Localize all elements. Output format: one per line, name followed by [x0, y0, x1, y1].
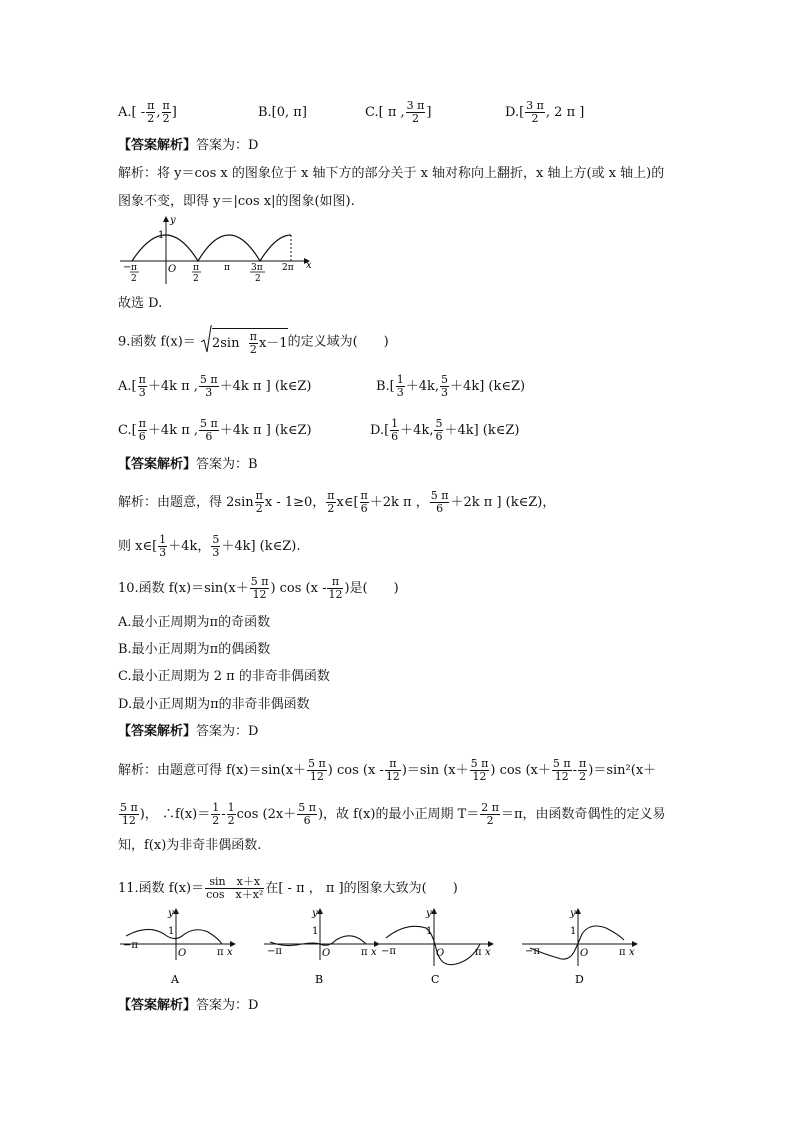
svg-text:3π: 3π: [251, 263, 263, 273]
q8-option-b: B.[0, π]: [258, 105, 307, 120]
svg-text:π: π: [361, 947, 368, 958]
svg-text:−π: −π: [381, 946, 396, 957]
q11-stem: 11.函数 f(x)＝ $\frac{\text{sin x＋x}}{\text{cos x＋x²}}$ 在[ - π ， π ]的图象大致为( ): [118, 875, 458, 901]
svg-text:O: O: [322, 948, 331, 959]
svg-text:2: 2: [193, 274, 199, 284]
q8-conclusion: 故选 D.: [118, 296, 163, 311]
svg-text:x: x: [227, 947, 233, 958]
q10-option-d: D.最小正周期为π的非奇非偶函数: [118, 697, 310, 712]
svg-text:2: 2: [131, 274, 137, 284]
q9-answer: 【答案解析】答案为：B: [118, 457, 258, 472]
svg-text:O: O: [436, 948, 445, 959]
svg-text:y: y: [312, 908, 318, 919]
abs-cos-graph: [118, 214, 318, 286]
svg-text:π: π: [217, 947, 224, 958]
caption-d: D: [575, 973, 584, 986]
q8-option-c: C.[ π , $\frac{3 \pi}{2}$ ]: [365, 99, 432, 125]
q11-graph-a: [118, 908, 240, 986]
q9-stem: 9.函数 f(x)＝ 2sin $\frac{\pi}{2}$ x－1的定义域为( ): [118, 328, 389, 356]
svg-text:O: O: [580, 948, 589, 959]
svg-text:y: y: [570, 908, 576, 919]
svg-text:1: 1: [570, 926, 577, 937]
svg-text:π: π: [619, 947, 626, 958]
caption-c: C: [431, 973, 440, 986]
svg-text:π: π: [131, 263, 137, 273]
svg-text:1: 1: [426, 926, 433, 937]
svg-text:y: y: [426, 908, 432, 919]
q9-option-b: B.[ $\frac{1}{3}$ ＋4k, $\frac{5}{3}$ ＋4k] (k∈Z): [376, 373, 526, 399]
q11-graph-b: [262, 908, 384, 986]
svg-text:−π: −π: [267, 946, 282, 957]
svg-text:−: −: [123, 262, 132, 273]
svg-text:−π: −π: [525, 946, 540, 957]
q11-answer: 【答案解析】答案为：D: [118, 998, 259, 1013]
q10-option-c: C.最小正周期为 2 π 的非奇非偶函数: [118, 669, 330, 684]
y-axis-label: y: [170, 215, 176, 226]
q10-analysis-line3: 知，f(x)为非奇非偶函数.: [118, 838, 262, 853]
fraction: $\frac{\pi}{2}$: [147, 99, 155, 125]
svg-text:O: O: [178, 948, 187, 959]
origin-label: O: [168, 264, 177, 275]
q11-graph-c: [376, 908, 498, 986]
q8-analysis-line1: 解析：将 y＝cos x 的图象位于 x 轴下方的部分关于 x 轴对称向上翻折，x 轴上方(或 x 轴上)的: [118, 166, 665, 181]
tick-one: 1: [158, 230, 165, 241]
q9-option-c: C.[ $\frac{\pi}{6}$ ＋4k π , $\frac{5 \pi}{6}$ ＋4k π ] (k∈Z): [118, 417, 312, 443]
svg-text:x: x: [485, 947, 491, 958]
q10-answer: 【答案解析】答案为：D: [118, 724, 259, 739]
svg-text:2π: 2π: [282, 263, 294, 273]
fraction: $\frac{\pi}{2}$: [162, 99, 170, 125]
q10-option-a: A.最小正周期为π的奇函数: [118, 615, 271, 630]
q8-option-a: A.[ -: [118, 105, 146, 120]
x-axis-label: x: [306, 260, 312, 271]
caption-b: B: [315, 973, 324, 986]
svg-text:1: 1: [168, 926, 175, 937]
q10-analysis-line1: 解析：由题意可得 f(x)＝sin(x＋ $\frac{5 \pi}{12}$ ) cos (x - $\frac{\pi}{12}$ )＝sin (x＋ $\frac{5 \pi}{12}$ ) cos (x＋ $\frac{5 \pi}{12}$ - $\frac{\pi}{2}$ )＝sin²(x＋: [118, 757, 657, 783]
svg-text:−π: −π: [123, 940, 138, 951]
q8-options: A.[ - $\frac{\pi}{2}$ , $\frac{\pi}{2}$ ]: [118, 99, 177, 125]
svg-text:x: x: [629, 947, 635, 958]
q10-stem: 10.函数 f(x)＝sin(x＋ $\frac{5 \pi}{12}$ ) cos (x - $\frac{\pi}{12}$ )是( ): [118, 575, 399, 601]
svg-text:2: 2: [255, 274, 261, 284]
q8-answer: 【答案解析】答案为：D: [118, 138, 259, 153]
svg-text:y: y: [168, 908, 174, 919]
caption-a: A: [171, 973, 179, 986]
svg-text:π: π: [193, 263, 199, 273]
q9-analysis-line1: 解析：由题意，得 2sin $\frac{\pi}{2}$ x - 1≥0， $\frac{\pi}{2}$ x∈[ $\frac{\pi}{6}$ ＋2k π ， $\frac{5 \pi}{6}$ ＋2k π ] (k∈Z)，: [118, 489, 556, 515]
svg-text:1: 1: [312, 926, 319, 937]
q9-option-d: D.[ $\frac{1}{6}$ ＋4k, $\frac{5}{6}$ ＋4k] (k∈Z): [370, 417, 520, 443]
q9-analysis-line2: 则 x∈[ $\frac{1}{3}$ ＋4k， $\frac{5}{3}$ ＋4k] (k∈Z).: [118, 533, 301, 559]
q10-option-b: B.最小正周期为π的偶函数: [118, 642, 271, 657]
svg-text:x: x: [371, 947, 377, 958]
q11-graph-d: [520, 908, 642, 986]
q10-analysis-line2: $\frac{5 \pi}{12}$ )， ∴f(x)＝ $\frac{1}{2}$ - $\frac{1}{2}$ cos (2x＋ $\frac{5 \pi}{6}$ )，故 f(x)的最小正周期 T＝ $\frac{2 \pi}{2}$ ＝π，由函数奇偶性的定义易: [120, 801, 666, 827]
q8-analysis-line2: 图象不变，即得 y＝|cos x|的图象(如图).: [118, 194, 355, 209]
q8-option-d: D.[ $\frac{3 \pi}{2}$ , 2 π ]: [505, 99, 585, 125]
q9-option-a: A.[ $\frac{\pi}{3}$ ＋4k π , $\frac{5 \pi}{3}$ ＋4k π ] (k∈Z): [118, 373, 312, 399]
svg-text:π: π: [224, 263, 230, 273]
svg-text:π: π: [475, 947, 482, 958]
